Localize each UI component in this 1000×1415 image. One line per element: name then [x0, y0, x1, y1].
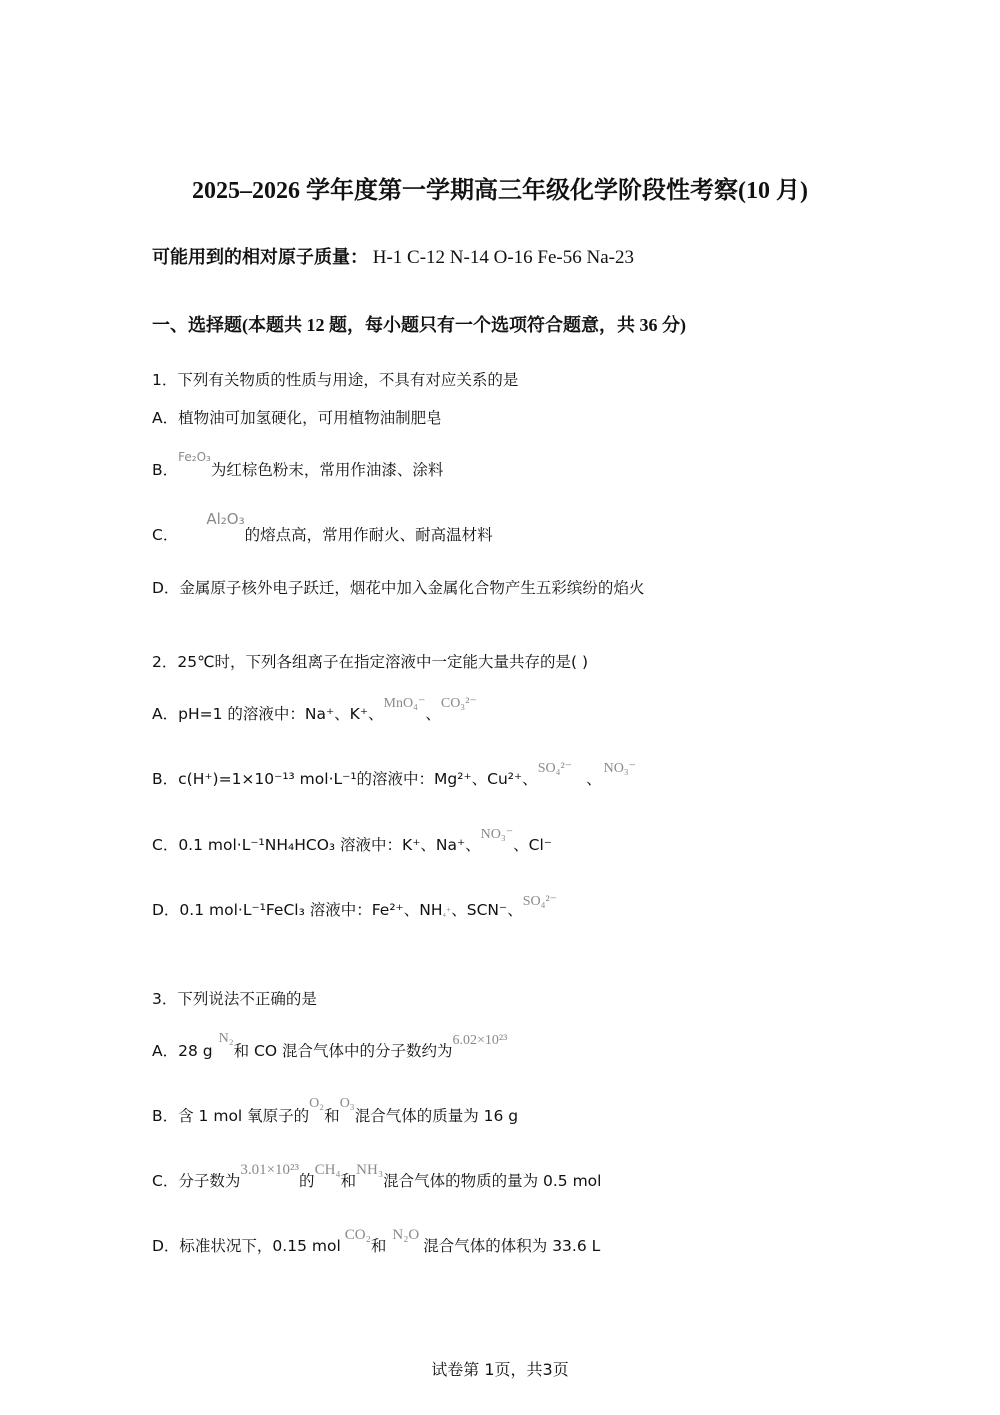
- question-3-stem: 3．下列说法不正确的是: [152, 990, 317, 1008]
- formula-image: Al₂O₃: [206, 510, 245, 528]
- atomic-mass-line: [152, 243, 634, 269]
- option-tail: 、Cl⁻: [513, 836, 552, 854]
- option-and: 和: [340, 1172, 357, 1190]
- question-2-stem: 2．25℃时，下列各组离子在指定溶液中一定能大量共存的是( ): [152, 653, 589, 671]
- option-text: C．分子数为: [152, 1172, 241, 1190]
- option-middle: 、SCN⁻、: [451, 901, 523, 919]
- formula-image: Fe₂O₃: [178, 450, 211, 464]
- formula-image: NO₃⁻: [480, 827, 514, 842]
- option-text: A．pH=1 的溶液中：Na⁺、K⁺、: [152, 705, 384, 723]
- formula-image: CO₂: [344, 1227, 371, 1243]
- option-text: D．0.1 mol·L⁻¹FeCl₃ 溶液中：Fe²⁺、NH: [152, 901, 443, 919]
- formula-image: O₂: [309, 1096, 325, 1111]
- page-number: 试卷第 1页，共3页: [431, 1360, 569, 1379]
- formula-image: O₃: [339, 1096, 355, 1111]
- formula-image: CH₄: [314, 1162, 341, 1178]
- section-heading: 一、选择题(本题共 12 题，每小题只有一个选项符合题意，共 36 分): [152, 315, 686, 335]
- option-text: 的熔点高，常用作耐火、耐高温材料: [244, 526, 493, 544]
- question-1-option-c: [152, 510, 493, 545]
- option-label: C．: [152, 526, 179, 544]
- separator: 、: [586, 770, 602, 788]
- formula-image: N₂O: [392, 1227, 420, 1243]
- option-text: 混合气体的质量为 16 g: [354, 1107, 519, 1125]
- option-text: B．含 1 mol 氧原子的: [152, 1107, 310, 1125]
- option-text: D．标准状况下，0.15 mol: [152, 1237, 341, 1255]
- option-text: 为红棕色粉末，常用作油漆、涂料: [210, 461, 444, 479]
- option-text: 和 CO 混合气体中的分子数约为: [233, 1042, 453, 1060]
- question-2-option-d: [152, 894, 558, 920]
- separator: 、: [425, 705, 441, 723]
- option-label: B．: [152, 461, 179, 479]
- formula-image: N₂: [218, 1031, 234, 1046]
- formula-image: 6.02×10²³: [452, 1033, 508, 1048]
- question-1-option-a: A．植物油可加氢硬化，可用植物油制肥皂: [152, 409, 442, 427]
- question-1-option-d: D．金属原子核外电子跃迁，烟花中加入金属化合物产生五彩缤纷的焰火: [152, 579, 645, 597]
- option-de: 的: [299, 1172, 315, 1190]
- question-3-option-d: [152, 1227, 601, 1256]
- question-1-option-b: [152, 450, 444, 480]
- question-1-stem: 1．下列有关物质的性质与用途，不具有对应关系的是: [152, 371, 519, 389]
- option-and: 和: [370, 1237, 387, 1255]
- question-2-option-a: [152, 696, 477, 724]
- formula-image: SO₄²⁻: [522, 894, 558, 909]
- page-footer: [0, 1357, 1000, 1380]
- option-text: C．0.1 mol·L⁻¹NH₄HCO₃ 溶液中：K⁺、Na⁺、: [152, 836, 481, 854]
- atomic-mass-label: 可能用到的相对原子质量：: [152, 247, 368, 268]
- option-and: 和: [324, 1107, 340, 1125]
- formula-image: 3.01×10²³: [240, 1162, 300, 1178]
- question-3-option-b: [152, 1096, 519, 1126]
- question-2-option-b: [152, 761, 637, 789]
- question-3-option-c: [152, 1162, 602, 1191]
- question-2-option-c: [152, 827, 552, 855]
- option-text: 混合气体的物质的量为 0.5 mol: [383, 1172, 602, 1190]
- formula-image: MnO₄⁻: [383, 696, 426, 711]
- formula-image: ₄⁺: [442, 907, 452, 918]
- page-title: 2025–2026 学年度第一学期高三年级化学阶段性考察(10 月): [192, 178, 808, 204]
- atomic-mass-values: H-1 C-12 N-14 O-16 Fe-56 Na-23: [372, 247, 634, 268]
- formula-image: CO₃²⁻: [440, 696, 477, 711]
- formula-image: NO₃⁻: [603, 761, 637, 776]
- option-text: A．28 g: [152, 1042, 213, 1060]
- option-text: 混合气体的体积为 33.6 L: [423, 1237, 601, 1255]
- formula-image: NH₃: [356, 1162, 384, 1178]
- formula-image: SO₄²⁻: [537, 761, 573, 776]
- option-text: B．c(H⁺)=1×10⁻¹³ mol·L⁻¹的溶液中：Mg²⁺、Cu²⁺、: [152, 770, 538, 788]
- question-3-option-a: [152, 1031, 508, 1061]
